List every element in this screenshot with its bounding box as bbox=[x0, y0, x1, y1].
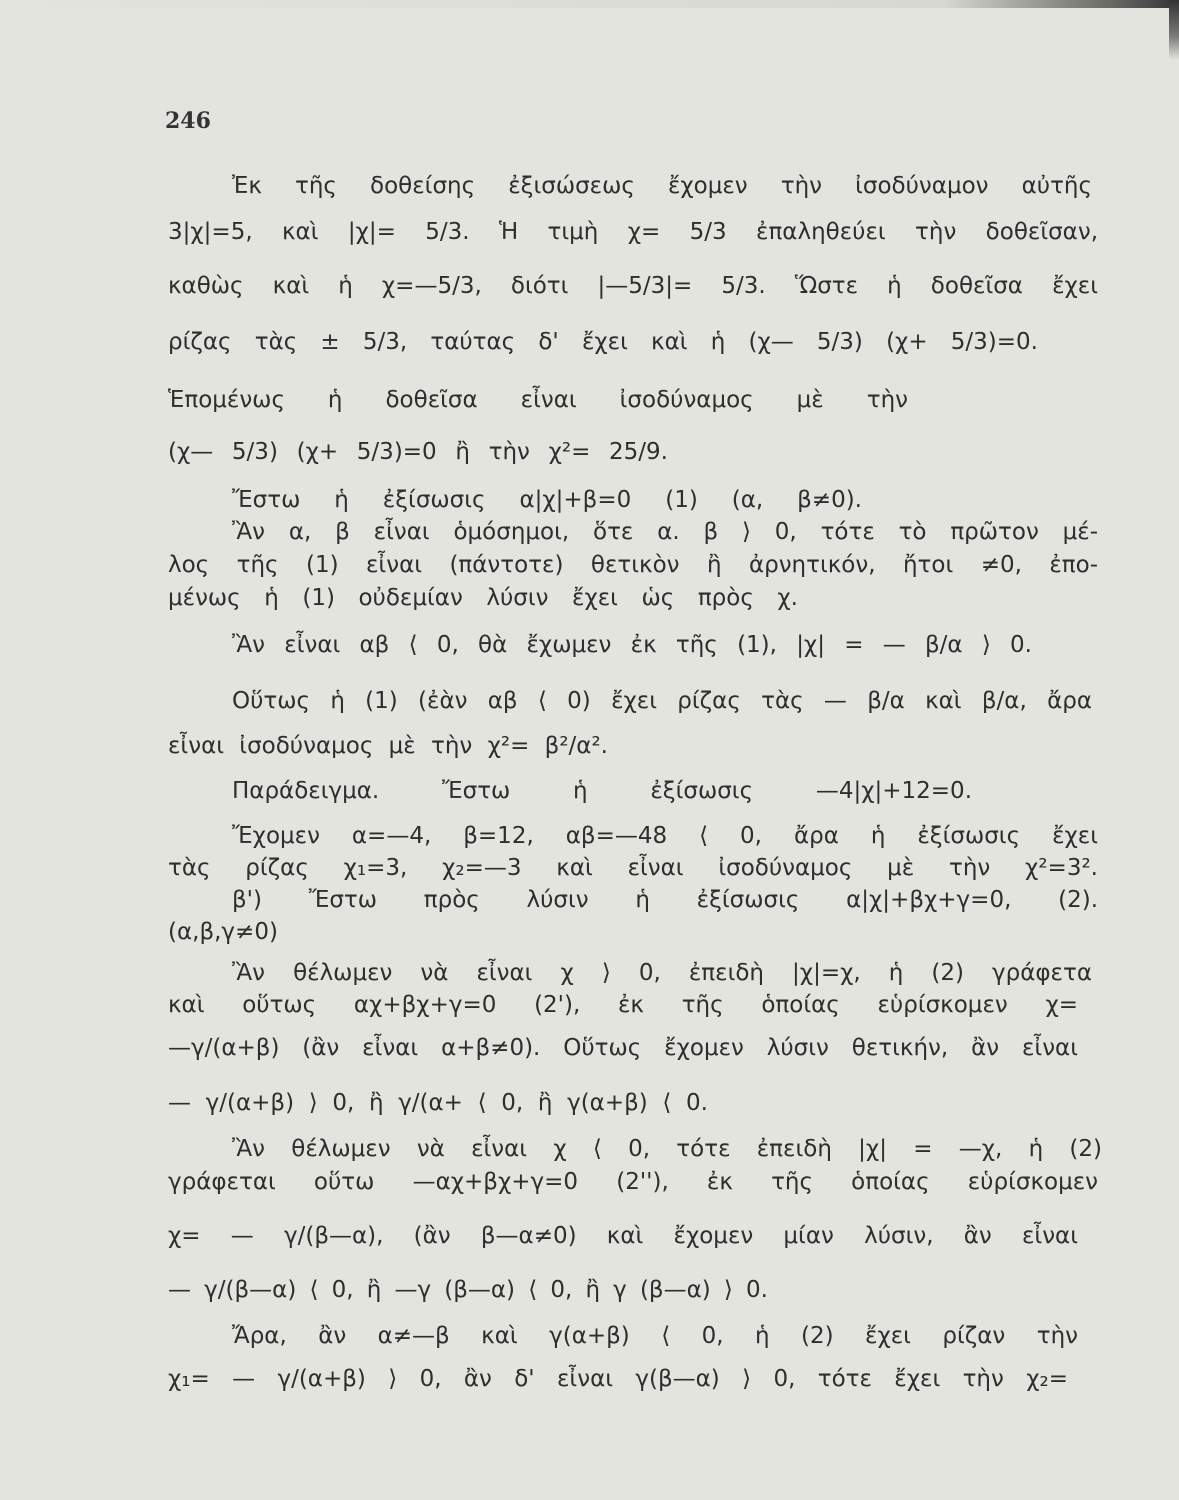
page-number: 246 bbox=[165, 108, 211, 134]
page-edge-shadow bbox=[0, 0, 1179, 8]
page-corner-shadow bbox=[1169, 0, 1179, 60]
